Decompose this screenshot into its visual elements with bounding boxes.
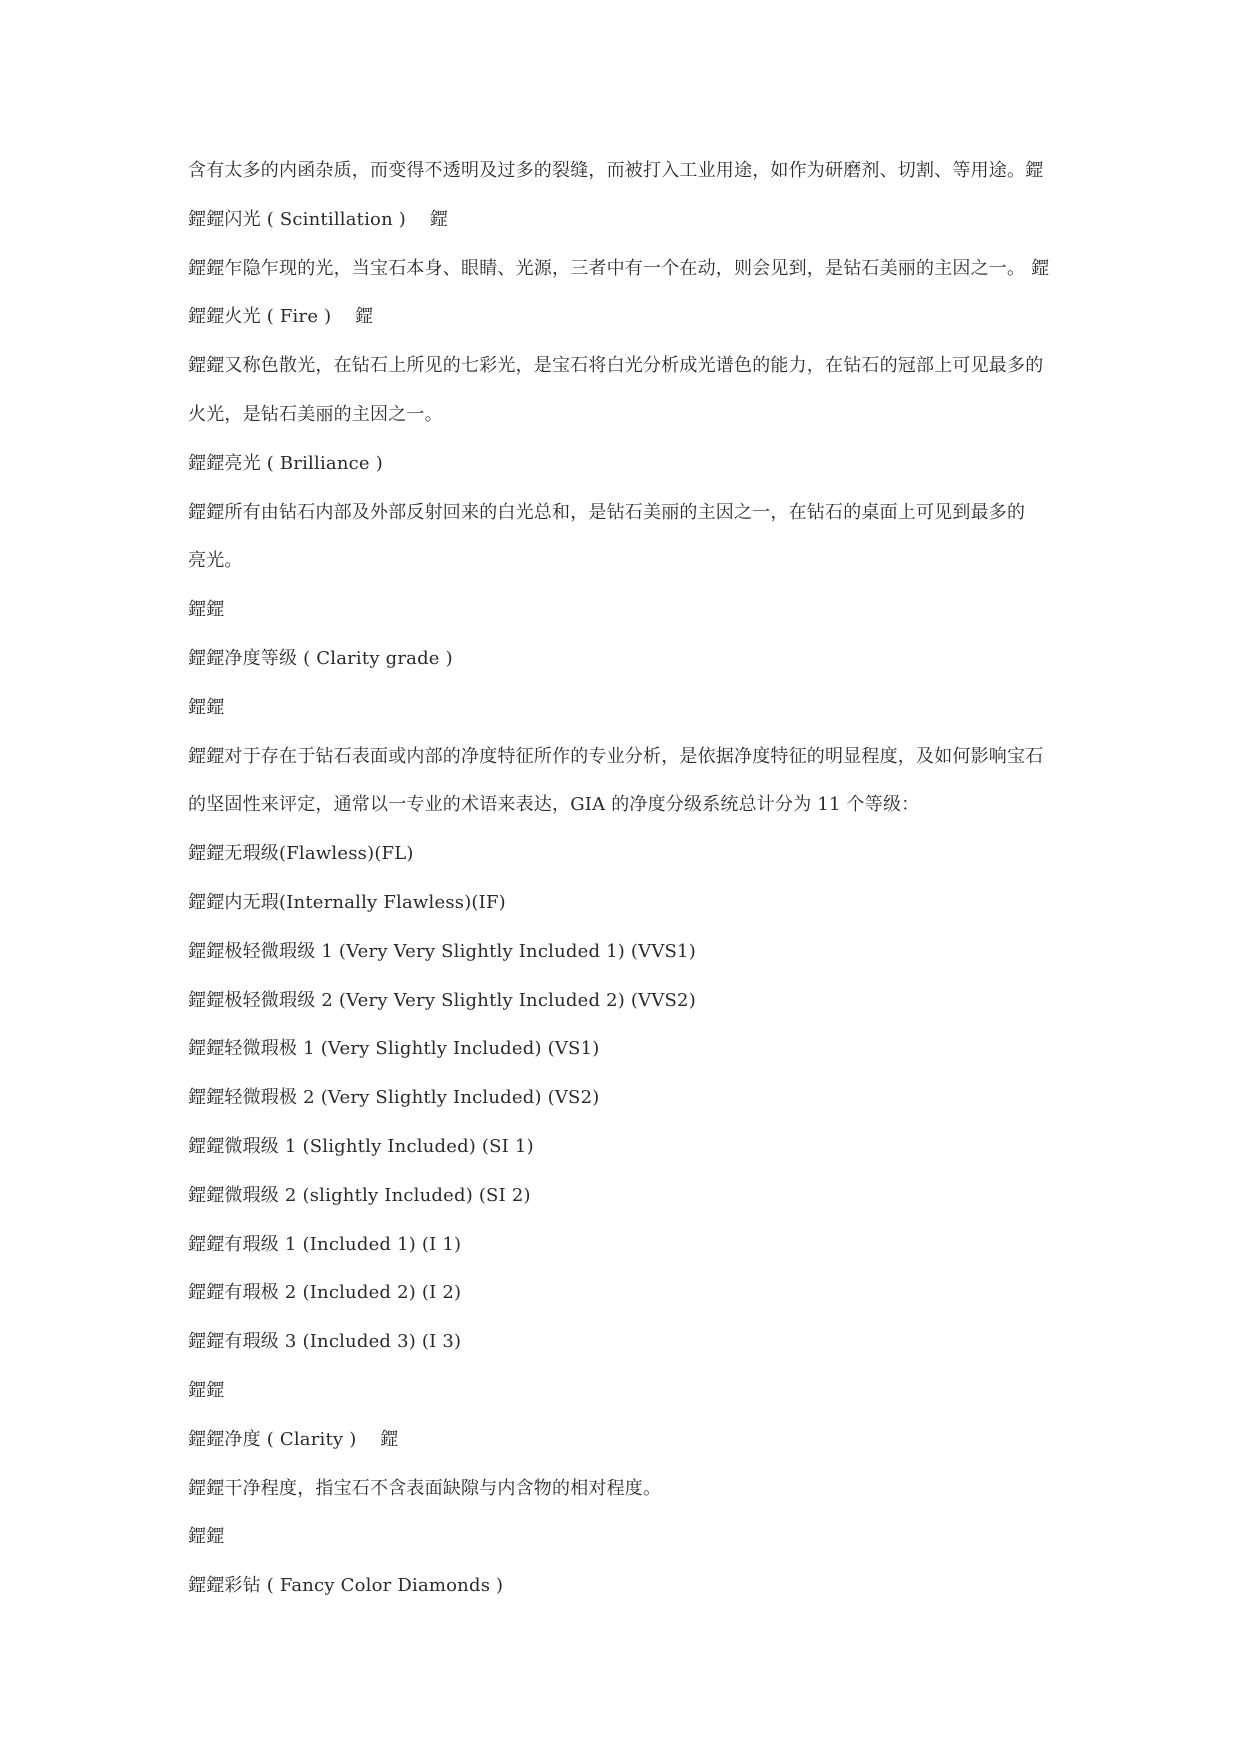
text-line — [188, 743, 1088, 792]
text: 鎠鎠轻微瑕极 2 (Very Slightly Included) (VS2) — [188, 1087, 600, 1109]
text: 鎠鎠微瑕级 2 (slightly Included) (SI 2) — [188, 1184, 531, 1206]
text-line — [188, 401, 1088, 450]
clarity-grade-item — [188, 1035, 1088, 1084]
text: 鎠鎠 — [188, 599, 225, 621]
clarity-grade-item — [188, 938, 1088, 987]
term-heading-fire — [188, 303, 1088, 352]
text: 鎠鎠闪光 ( Scintillation ) 鎠 — [188, 208, 448, 230]
term-heading-scintillation — [188, 206, 1088, 255]
text-line — [188, 352, 1088, 401]
text: 鎠鎠有瑕级 3 (Included 3) (I 3) — [188, 1331, 462, 1353]
clarity-grade-item — [188, 889, 1088, 938]
term-heading-clarity — [188, 1426, 1088, 1475]
document-body — [188, 157, 1088, 1621]
text: 的坚固性来评定，通常以一专业的术语来表达，GIA 的净度分级系统总计分为 11 个等级： — [188, 794, 920, 816]
clarity-grade-item — [188, 1231, 1088, 1280]
text: 鎠鎠极轻微瑕级 2 (Very Very Slightly Included 2) (VVS2) — [188, 989, 696, 1011]
text: 鎠鎠彩钻 ( Fancy Color Diamonds ) — [188, 1575, 504, 1597]
text: 鎠鎠轻微瑕极 1 (Very Slightly Included) (VS1) — [188, 1038, 600, 1060]
clarity-grade-item — [188, 1328, 1088, 1377]
blank-line — [188, 1523, 1088, 1572]
text: 亮光。 — [188, 550, 243, 572]
text: 鎠鎠有瑕极 2 (Included 2) (I 2) — [188, 1282, 462, 1304]
text: 鎠鎠又称色散光，在钻石上所见的七彩光，是宝石将白光分析成光谱色的能力，在钻石的冠部上可见最多的 — [188, 355, 1044, 377]
text: 鎠鎠对于存在于钻石表面或内部的净度特征所作的专业分析，是依据净度特征的明显程度，及如何影响宝石 — [188, 745, 1044, 767]
text: 鎠鎠干净程度，指宝石不含表面缺隙与内含物的相对程度。 — [188, 1477, 662, 1499]
term-heading-brilliance — [188, 450, 1088, 499]
text: 含有太多的内函杂质，而变得不透明及过多的裂缝，而被打入工业用途，如作为研磨剂、切割、等用途。鎠 — [188, 160, 1044, 181]
clarity-grade-item — [188, 987, 1088, 1036]
text: 鎠鎠 — [188, 1379, 225, 1401]
text: 鎠鎠无瑕级(Flawless)(FL) — [188, 843, 414, 865]
text: 鎠鎠净度 ( Clarity ) 鎠 — [188, 1428, 399, 1450]
text: 鎠鎠有瑕级 1 (Included 1) (I 1) — [188, 1233, 462, 1255]
text-line — [188, 157, 1088, 206]
term-heading-fancy-color — [188, 1572, 1088, 1621]
text-line — [188, 1475, 1088, 1524]
blank-line — [188, 1377, 1088, 1426]
text: 鎠鎠极轻微瑕级 1 (Very Very Slightly Included 1) (VVS1) — [188, 940, 696, 962]
blank-line — [188, 694, 1088, 743]
text: 鎠鎠所有由钻石内部及外部反射回来的白光总和，是钻石美丽的主因之一，在钻石的桌面上可见到最多的 — [188, 501, 1026, 523]
text: 鎠鎠内无瑕(Internally Flawless)(IF) — [188, 891, 506, 913]
term-heading-clarity-grade — [188, 645, 1088, 694]
text: 火光，是钻石美丽的主因之一。 — [188, 403, 443, 425]
text: 鎠鎠净度等级 ( Clarity grade ) — [188, 647, 453, 669]
text-line — [188, 547, 1088, 596]
text-line — [188, 499, 1088, 548]
text: 鎠鎠火光 ( Fire ) 鎠 — [188, 306, 374, 328]
text: 鎠鎠乍隐乍现的光，当宝石本身、眼睛、光源，三者中有一个在动，则会见到，是钻石美丽的主因之一。 鎠 — [188, 257, 1050, 279]
text: 鎠鎠 — [188, 696, 225, 718]
text-line — [188, 255, 1088, 304]
text: 鎠鎠亮光 ( Brilliance ) — [188, 452, 383, 474]
clarity-grade-item — [188, 1182, 1088, 1231]
text-line — [188, 791, 1088, 840]
text: 鎠鎠微瑕级 1 (Slightly Included) (SI 1) — [188, 1135, 534, 1157]
blank-line — [188, 596, 1088, 645]
clarity-grade-item — [188, 840, 1088, 889]
text: 鎠鎠 — [188, 1526, 225, 1548]
clarity-grade-item — [188, 1133, 1088, 1182]
clarity-grade-item — [188, 1084, 1088, 1133]
clarity-grade-item — [188, 1279, 1088, 1328]
